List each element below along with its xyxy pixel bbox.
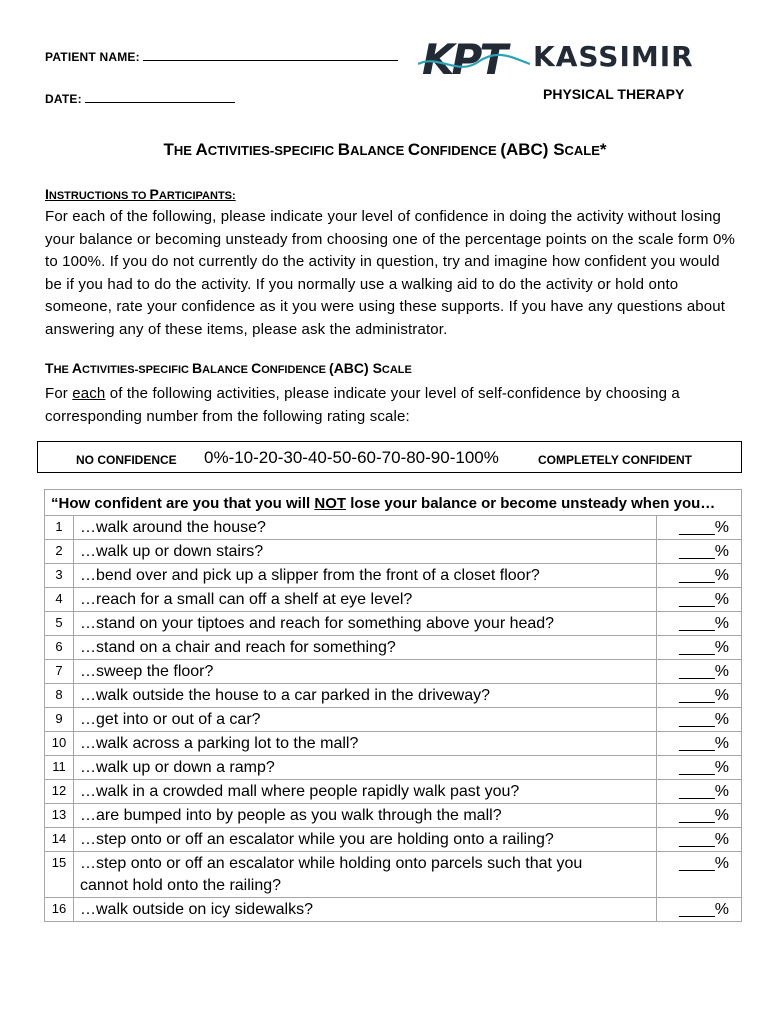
percent-answer-field[interactable]: ____% (657, 708, 742, 732)
table-row (45, 660, 742, 684)
percent-answer-field[interactable]: ____% (657, 564, 742, 588)
page-title: THE ACTIVITIES-SPECIFIC BALANCE CONFIDENCE (ABC) SCALE* (163, 140, 607, 159)
scale-body: For each of the following activities, please indicate your level of self-confidence by choosing a corresponding number from the following rating scale: (45, 385, 680, 425)
percent-answer-field[interactable]: ____% (657, 516, 742, 540)
item-text: …walk up or down stairs? (74, 540, 657, 564)
item-text: …reach for a small can off a shelf at eye level? (74, 588, 657, 612)
percent-answer-field[interactable]: ____% (657, 828, 742, 852)
item-number: 8 (45, 684, 74, 708)
table-row (45, 828, 742, 852)
practice-name: PHYSICAL THERAPY (543, 86, 685, 102)
item-number: 12 (45, 780, 74, 804)
table-row (45, 636, 742, 660)
percent-answer-field[interactable]: ____% (657, 660, 742, 684)
question-prompt: “How confident are you that you will NOT lose your balance or become unsteady when you… (45, 490, 742, 516)
date-label: DATE: (45, 92, 82, 106)
percent-answer-field[interactable]: ____% (657, 588, 742, 612)
item-text: …stand on your tiptoes and reach for something above your head? (74, 612, 657, 636)
kpt-logo-letters: KPT (422, 35, 505, 84)
patient-name-label: PATIENT NAME: (45, 50, 140, 64)
percent-answer-field[interactable]: ____% (657, 540, 742, 564)
table-row (45, 684, 742, 708)
logo-word: KASSIMIR (533, 40, 694, 73)
scale-heading: THE ACTIVITIES-SPECIFIC BALANCE CONFIDENCE (ABC) SCALE (45, 360, 412, 376)
completely-confident-label: COMPLETELY CONFIDENT (538, 453, 693, 467)
item-number: 5 (45, 612, 74, 636)
item-text: …bend over and pick up a slipper from the front of a closet floor? (74, 564, 657, 588)
table-row (45, 708, 742, 732)
item-text: …step onto or off an escalator while holding onto parcels such that you cannot hold onto the railing? (74, 852, 657, 898)
table-row (45, 612, 742, 636)
table-row (45, 804, 742, 828)
item-number: 7 (45, 660, 74, 684)
abc-items-table (44, 489, 742, 922)
patient-name-field[interactable] (45, 50, 398, 64)
table-row (45, 780, 742, 804)
percent-answer-field[interactable]: ____% (657, 612, 742, 636)
item-number: 16 (45, 898, 74, 922)
rating-scale-values: 0%-10-20-30-40-50-60-70-80-90-100% (204, 448, 499, 467)
table-row (45, 540, 742, 564)
rating-scale-box (37, 441, 742, 473)
instructions-heading: INSTRUCTIONS TO PARTICIPANTS: (45, 186, 236, 202)
item-text: …walk around the house? (74, 516, 657, 540)
date-blank[interactable] (85, 102, 235, 103)
item-number: 9 (45, 708, 74, 732)
item-text: …step onto or off an escalator while you are holding onto a railing? (74, 828, 657, 852)
instructions-body: For each of the following, please indicate your level of confidence in doing the activity without losing your balance or becoming unsteady from choosing one of the percentage points on the scale form 0% to 100%. If you do not currently do the activity in question, try and imagine how confident you would be if you had to do the activity. If you normally use a walking aid to do the activity or hold onto someone, rate your confidence as it you were using these supports. If you have any questions about answering any of these items, please ask the administrator. (45, 208, 735, 338)
item-text: …walk in a crowded mall where people rapidly walk past you? (74, 780, 657, 804)
item-text: …walk outside on icy sidewalks? (74, 898, 657, 922)
item-text: …walk across a parking lot to the mall? (74, 732, 657, 756)
date-field[interactable] (45, 92, 235, 106)
percent-answer-field[interactable]: ____% (657, 804, 742, 828)
patient-name-blank[interactable] (143, 60, 398, 61)
item-number: 15 (45, 852, 74, 898)
no-confidence-label: NO CONFIDENCE (76, 453, 177, 467)
item-number: 6 (45, 636, 74, 660)
table-row (45, 564, 742, 588)
table-row (45, 516, 742, 540)
percent-answer-field[interactable]: ____% (657, 756, 742, 780)
item-text: …sweep the floor? (74, 660, 657, 684)
kpt-logo-mark (418, 34, 530, 84)
percent-answer-field[interactable]: ____% (657, 732, 742, 756)
item-text: …are bumped into by people as you walk through the mall? (74, 804, 657, 828)
kpt-logo (418, 34, 724, 84)
percent-answer-field[interactable]: ____% (657, 898, 742, 922)
percent-answer-field[interactable]: ____% (657, 636, 742, 660)
percent-answer-field[interactable]: ____% (657, 684, 742, 708)
item-number: 4 (45, 588, 74, 612)
item-text: …stand on a chair and reach for something? (74, 636, 657, 660)
table-row (45, 756, 742, 780)
item-text: …walk up or down a ramp? (74, 756, 657, 780)
item-number: 2 (45, 540, 74, 564)
table-row (45, 588, 742, 612)
table-row (45, 852, 742, 898)
item-text: …get into or out of a car? (74, 708, 657, 732)
table-row (45, 898, 742, 922)
table-question-header (45, 490, 742, 516)
table-row (45, 732, 742, 756)
item-number: 13 (45, 804, 74, 828)
item-number: 14 (45, 828, 74, 852)
percent-answer-field[interactable]: ____% (657, 780, 742, 804)
item-number: 3 (45, 564, 74, 588)
item-number: 1 (45, 516, 74, 540)
item-text: …walk outside the house to a car parked in the driveway? (74, 684, 657, 708)
percent-answer-field[interactable]: ____% (657, 852, 742, 898)
item-number: 11 (45, 756, 74, 780)
item-number: 10 (45, 732, 74, 756)
